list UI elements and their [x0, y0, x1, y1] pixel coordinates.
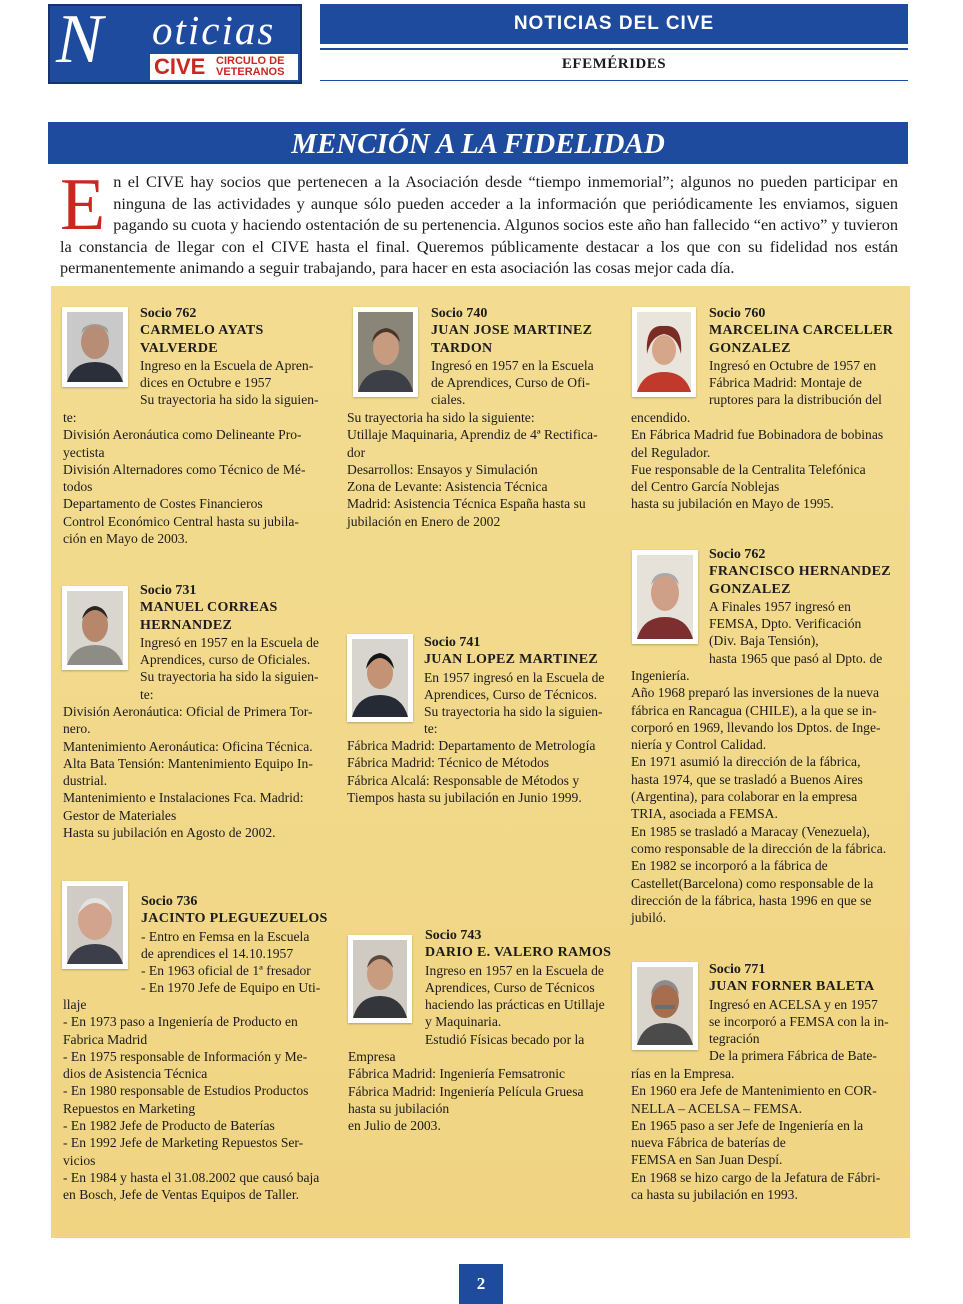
logo-initial: N	[56, 1, 103, 78]
member-photo	[353, 307, 418, 397]
member-bio: rías en la Empresa. En 1960 era Jefe de Mantenimiento en COR- NELLA – ACELSA – FEMSA. En 1965 paso a ser Jefe de Ingeniería en la nueva Fábrica de baterías de FEMSA en San Juan Despí. En 1968 se hizo cargo de la Jefatura de Fábri- ca hasta su jubilación en 1993.	[631, 1066, 881, 1203]
member-name: DARIO E. VALERO RAMOS	[425, 945, 612, 961]
member-number: Socio 762	[140, 306, 197, 321]
member-number: Socio 762	[709, 547, 766, 562]
portrait-image	[637, 312, 691, 392]
logo-brand-subtitle: CIRCULO DE VETERANOS	[216, 55, 285, 78]
member-bio: Fábrica Madrid: Departamento de Metrología Fábrica Madrid: Técnico de Métodos Fábrica Alcalá: Responsable de Métodos y Tiempos hasta su jubilación en Junio 1999.	[347, 738, 596, 805]
member-bio: Ingeniería. Año 1968 preparó las inversiones de la nueva fábrica en Rancagua (CHILE), a la que se in- corporó en 1969, llevando los Dptos. de Inge- niería y Control Calidad. En 1971 asumió la dirección de la fábrica, hasta 1974, que se trasladó a Buenos Aires (Argentina), para colaborar en la empresa TRIA, asociada a FEMSA. En 1985 se trasladó a Maracay (Venezuela), como responsable de la dirección de la fábrica. En 1982 se incorporó a la fábrica de Castellet(Barcelona) como responsable de la dirección de la fábrica, hasta 1996 en que se jubiló.	[631, 668, 887, 926]
member-card: Socio 760 MARCELINA CARCELLER GONZALEZ Ingresó en Octubre de 1957 en Fábrica Madrid: Montaje de ruptores para la distribución del	[709, 305, 896, 409]
member-name: JACINTO PLEGUEZUELOS	[141, 911, 328, 927]
page-number: 2	[459, 1264, 503, 1304]
member-photo	[632, 962, 698, 1050]
member-bio: llaje - En 1973 paso a Ingeniería de Producto en Fabrica Madrid - En 1975 responsable de Información y Me- dios de Asistencia Técnica - En 1980 responsable de Estudios Productos Repuestos en Marketing - En 1982 Jefe de Producto de Baterías - En 1992 Jefe de Marketing Repuestos Ser- vicios - En 1984 y hasta el 31.08.2002 que causó baja en Bosch, Jefe de Ventas Equipos de Taller.	[63, 997, 320, 1203]
member-name: GONZALEZ	[709, 581, 791, 597]
member-name: JUAN LOPEZ MARTINEZ	[424, 652, 599, 668]
member-bio: te: División Aeronáutica como Delineante Pro- yectista División Alternadores como Técnico de Mé- todos Departamento de Costes Financieros Control Económico Central hasta su jubila- ción en Mayo de 2003.	[63, 410, 306, 547]
member-card: Socio 736 JACINTO PLEGUEZUELOS - Entro en Femsa en la Escuela de aprendices el 14.10.1957 - En 1963 oficial de 1ª fresador - En 1970 Jefe de Equipo en Uti-	[141, 894, 328, 996]
page-title-banner	[48, 122, 908, 164]
member-card: Socio 731 MANUEL CORREAS HERNANDEZ Ingresó en 1957 en la Escuela de Aprendices, curso de Oficiales. Su trayectoria ha sido la siguien- te:	[140, 582, 328, 703]
member-name: TARDON	[431, 340, 493, 356]
logo-brand: CIVE	[154, 54, 206, 79]
member-card: Socio 762 FRANCISCO HERNANDEZ GONZALEZ A Finales 1957 ingresó en FEMSA, Dpto. Verificación (Div. Baja Tensión), hasta 1965 que pasó al Dpto. de	[709, 546, 896, 667]
member-name: JUAN JOSE MARTINEZ	[431, 323, 593, 339]
member-number: Socio 741	[424, 635, 481, 650]
member-card: Socio 762 CARMELO AYATS VALVERDE Ingreso en la Escuela de Apren- dices en Octubre e 1957 Su trayectoria ha sido la siguien-	[140, 305, 328, 409]
logo	[48, 1, 302, 84]
member-name: MANUEL CORREAS	[140, 600, 278, 616]
member-number: Socio 771	[709, 962, 766, 977]
section-header-bar	[320, 4, 908, 44]
member-bio: División Aeronáutica: Oficial de Primera Tor- nero. Mantenimiento Aeronáutica: Oficina Técnica. Alta Bata Tensión: Mantenimiento Equipo In- dustrial. Mantenimiento e Instalaciones Fca. Madrid: Gestor de Materiales Hasta su jubilación en Agosto de 2002.	[63, 704, 313, 841]
member-name: VALVERDE	[140, 340, 218, 356]
member-card: Socio 741 JUAN LOPEZ MARTINEZ En 1957 ingresó en la Escuela de Aprendices, Curso de Técnicos. Su trayectoria ha sido la siguien- te:	[424, 634, 614, 738]
portrait-image	[67, 591, 123, 665]
member-bio: Empresa Fábrica Madrid: Ingeniería Femsatronic Fábrica Madrid: Ingeniería Película Gruesa hasta su jubilación en Julio de 2003.	[348, 1049, 584, 1134]
member-number: Socio 760	[709, 306, 766, 321]
member-photo	[62, 307, 128, 387]
member-photo	[632, 307, 696, 397]
portrait-image	[67, 886, 123, 964]
page-title: MENCIÓN A LA FIDELIDAD	[291, 128, 665, 160]
portrait-image	[637, 967, 693, 1045]
member-name: HERNANDEZ	[140, 617, 233, 633]
member-name: MARCELINA CARCELLER	[709, 323, 894, 339]
section-subtitle: EFEMÉRIDES	[561, 56, 667, 72]
member-number: Socio 743	[425, 928, 482, 943]
portrait-image	[67, 312, 123, 382]
member-bio: encendido. En Fábrica Madrid fue Bobinadora de bobinas del Regulador. Fue responsable de la Centralita Telefónica del Centro García Noblejas hasta su jubilación en Mayo de 1995.	[631, 410, 884, 512]
member-photo	[348, 935, 412, 1023]
intro-text: n el CIVE hay socios que pertenecen a la Asociación desde “tiempo inmemorial”; algunos no pueden participar en ninguna de las actividades y aunque sólo pueden acceder a la información que periódicamente les enviamos, siguen pagando su cuota y haciendo ostentación de su pertenencia. Algunos socios este año han fallecido “en activo” y tuvieron la constancia de llegar con el CIVE hasta el final. Queremos públicamente destacar a los que con su fidelidad nos están permanentemente animando a seguir trabajando, para hacer en esta asociación las cosas mejor cada día.	[60, 172, 898, 277]
member-photo	[62, 586, 128, 670]
divider	[320, 48, 908, 50]
member-photo	[347, 634, 413, 722]
intro-paragraph	[60, 164, 898, 279]
portrait-image	[352, 639, 408, 717]
member-photo	[62, 881, 128, 969]
drop-cap: E	[60, 164, 106, 246]
logo-word: oticias	[152, 7, 276, 53]
member-name: GONZALEZ	[709, 340, 791, 356]
portrait-image	[358, 312, 413, 392]
member-number: Socio 740	[431, 306, 488, 321]
member-name: JUAN FORNER BALETA	[709, 979, 875, 995]
member-number: Socio 736	[141, 894, 198, 909]
portrait-image	[353, 940, 407, 1018]
member-card: Socio 740 JUAN JOSE MARTINEZ TARDON Ingresó en 1957 en la Escuela de Aprendices, Curso de Ofi- ciales.	[431, 305, 613, 409]
member-name: FRANCISCO HERNANDEZ	[709, 564, 891, 580]
member-bio: Su trayectoria ha sido la siguiente: Utillaje Maquinaria, Aprendiz de 4ª Rectifica- dor Desarrollos: Ensayos y Simulación Zona de Levante: Asistencia Técnica Madrid: Asistencia Técnica España hasta su jubilación en Enero de 2002	[347, 410, 598, 529]
section-title: NOTICIAS DEL CIVE	[513, 13, 715, 34]
member-number: Socio 731	[140, 583, 197, 598]
divider	[320, 80, 908, 81]
member-card: Socio 771 JUAN FORNER BALETA Ingresó en ACELSA y en 1957 se incorporó a FEMSA con la in- tegración De la primera Fábrica de Bate-	[709, 961, 897, 1065]
member-name: CARMELO AYATS	[140, 323, 264, 339]
portrait-image	[637, 555, 693, 639]
member-photo	[632, 550, 698, 644]
member-card: Socio 743 DARIO E. VALERO RAMOS Ingreso en 1957 en la Escuela de Aprendices, Curso de Técnicos haciendo las prácticas en Utillaje y Maquinaria. Estudió Físicas becado por la	[425, 927, 614, 1048]
